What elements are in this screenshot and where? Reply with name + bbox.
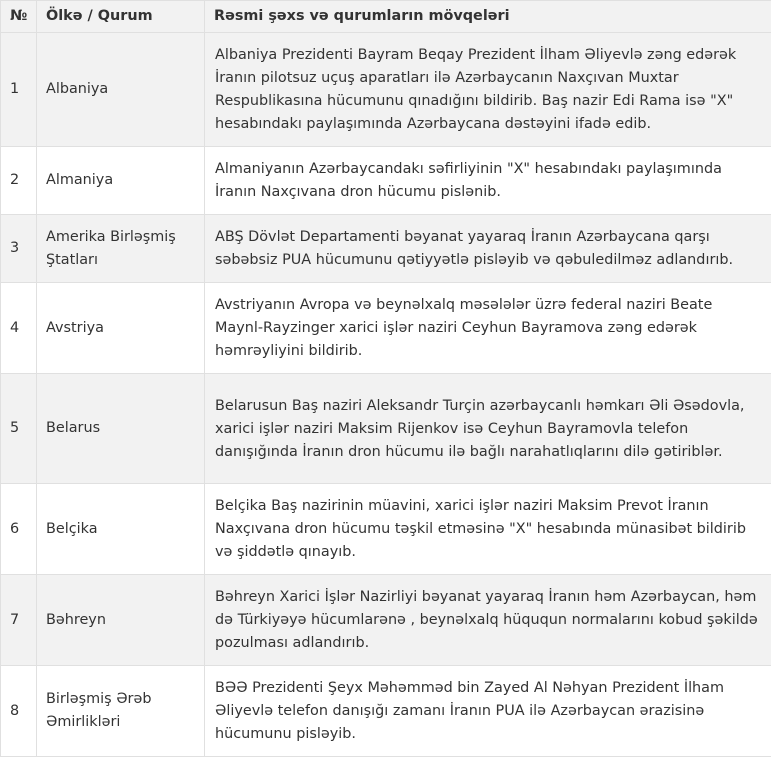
- table-row: [1, 374, 771, 484]
- table-row: [1, 575, 771, 666]
- row-country: Belarus: [37, 374, 205, 484]
- row-country: Birləşmiş Ərəb Əmirlikləri: [37, 666, 205, 757]
- row-country: Almaniya: [37, 147, 205, 215]
- row-position: Albaniya Prezidenti Bayram Beqay Prezident İlham Əliyevlə zəng edərək İranın pilotsuz uçuş aparatları ilə Azərbaycanın Naxçıvan Muxtar Respublikasına hücumunu qınadığını bildirib. Baş nazir Edi Rama isə "X" hesabındakı paylaşımında Azərbaycana dəstəyini ifadə edib.: [205, 33, 771, 147]
- table-row: [1, 666, 771, 757]
- row-country: Amerika Birləşmiş Ştatları: [37, 215, 205, 283]
- table-header-row: [1, 1, 771, 33]
- row-position: Belçika Baş nazirinin müavini, xarici işlər naziri Maksim Prevot İranın Naxçıvana dron hücumu təşkil etməsinə "X" hesabında münasibət bildirib və şiddətlə qınayıb.: [205, 484, 771, 575]
- header-position: Rəsmi şəxs və qurumların mövqeləri: [205, 1, 771, 33]
- table-row: [1, 283, 771, 374]
- row-position: BƏƏ Prezidenti Şeyx Məhəmməd bin Zayed Al Nəhyan Prezident İlham Əliyevlə telefon danışığı zamanı İranın PUA ilə Azərbaycan ərazisinə hücumunu pisləyib.: [205, 666, 771, 757]
- row-number: 6: [1, 484, 37, 575]
- row-position: Bəhreyn Xarici İşlər Nazirliyi bəyanat yayaraq İranın həm Azərbaycan, həm də Türkiyəyə hücumlarənə , beynəlxalq hüququn normalarını kobud şəkildə pozulması adlandırıb.: [205, 575, 771, 666]
- row-number: 1: [1, 33, 37, 147]
- row-number: 4: [1, 283, 37, 374]
- table-row: [1, 484, 771, 575]
- row-number: 3: [1, 215, 37, 283]
- row-number: 7: [1, 575, 37, 666]
- row-country: Bəhreyn: [37, 575, 205, 666]
- table-row: [1, 147, 771, 215]
- row-number: 8: [1, 666, 37, 757]
- row-position: Belarusun Baş naziri Aleksandr Turçin azərbaycanlı həmkarı Əli Əsədovla, xarici işlər naziri Maksim Rijenkov isə Ceyhun Bayramovla telefon danışığında İranın dron hücumu ilə bağlı narahatlıqlarını dilə gətiriblər.: [205, 374, 771, 484]
- row-number: 5: [1, 374, 37, 484]
- row-number: 2: [1, 147, 37, 215]
- row-position: Almaniyanın Azərbaycandakı səfirliyinin "X" hesabındakı paylaşımında İranın Naxçıvana dron hücumu pislənib.: [205, 147, 771, 215]
- row-position: ABŞ Dövlət Departamenti bəyanat yayaraq İranın Azərbaycana qarşı səbəbsiz PUA hücumunu qətiyyətlə pisləyib və qəbuledilməz adlandırıb.: [205, 215, 771, 283]
- table-row: [1, 33, 771, 147]
- table-row: [1, 215, 771, 283]
- row-country: Albaniya: [37, 33, 205, 147]
- row-country: Belçika: [37, 484, 205, 575]
- row-position: Avstriyanın Avropa və beynəlxalq məsələlər üzrə federal naziri Beate Maynl-Rayzinger xarici işlər naziri Ceyhun Bayramova zəng edərək həmrəyliyini bildirib.: [205, 283, 771, 374]
- row-country: Avstriya: [37, 283, 205, 374]
- header-number: №: [1, 1, 37, 33]
- header-country: Ölkə / Qurum: [37, 1, 205, 33]
